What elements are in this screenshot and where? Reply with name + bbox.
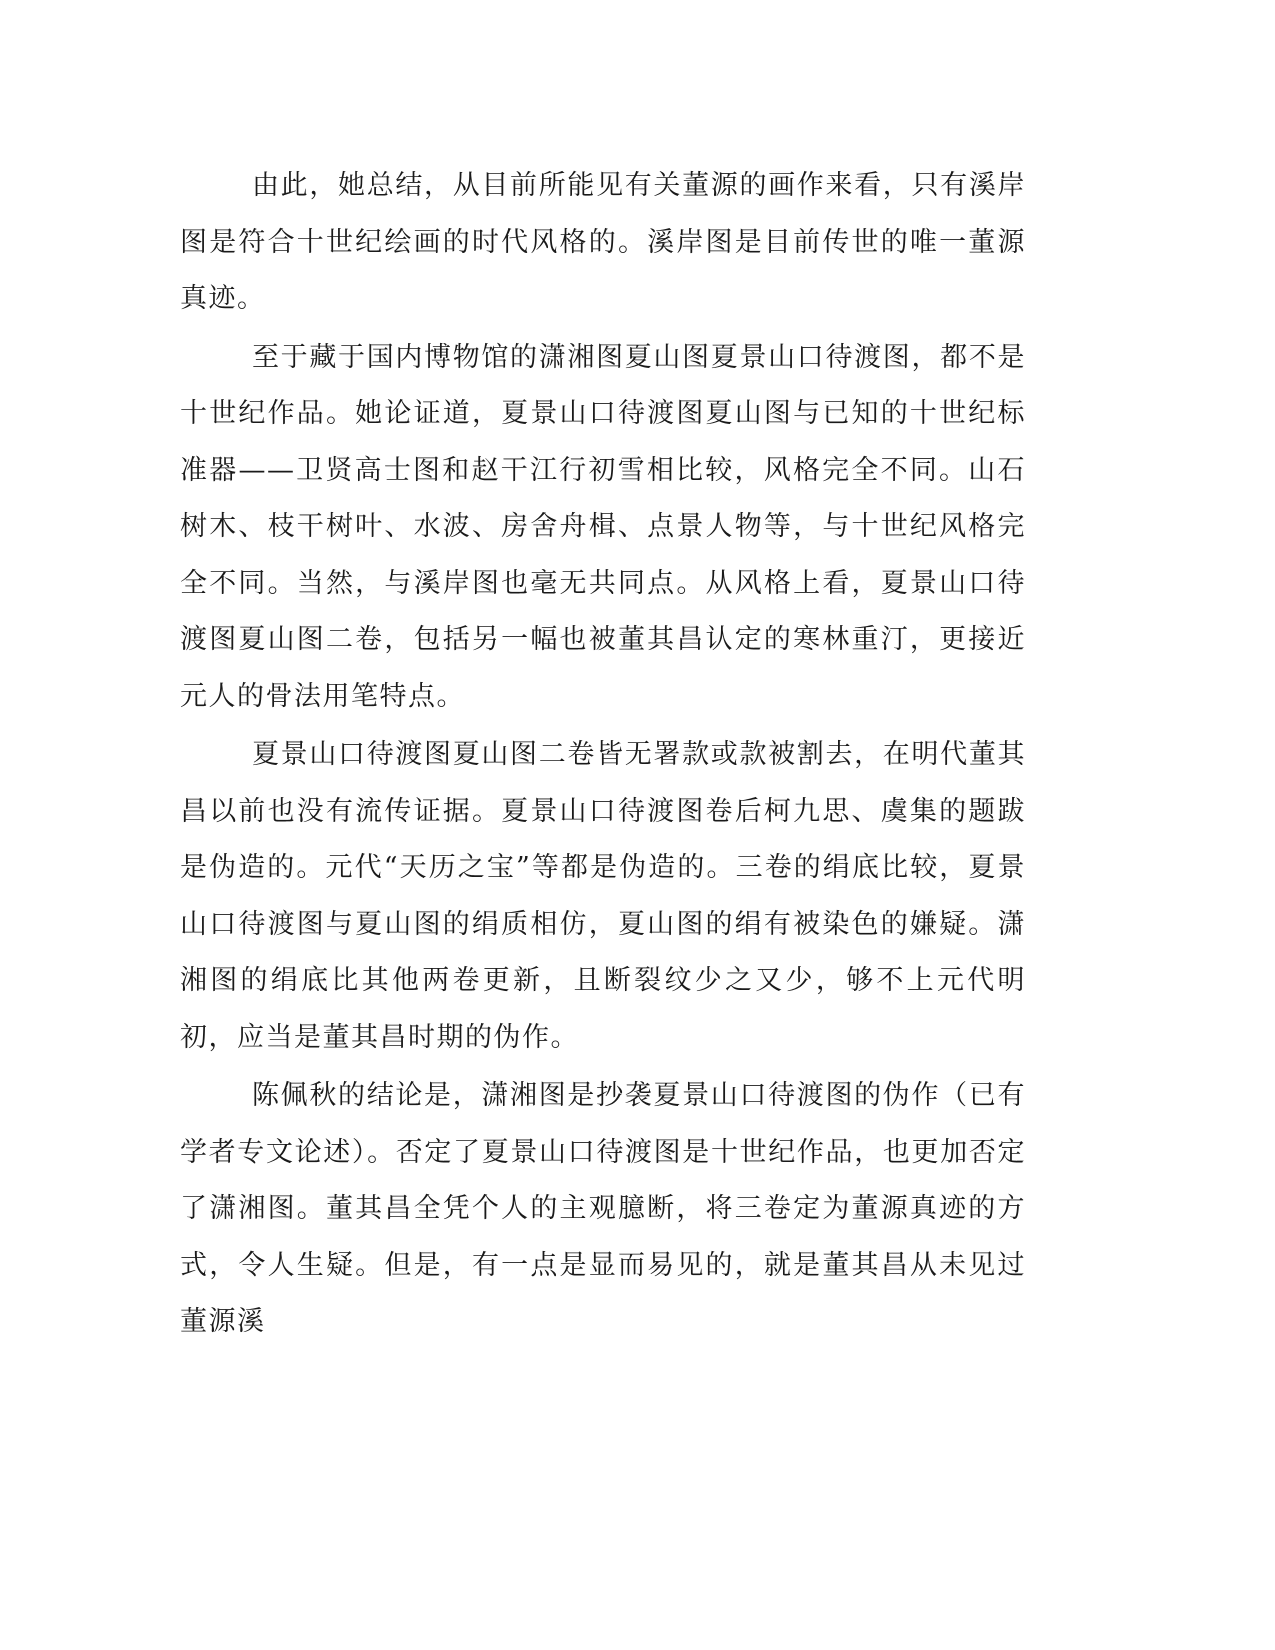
paragraph-1: 由此，她总结，从目前所能见有关董源的画作来看，只有溪岸图是符合十世纪绘画的时代风格的。溪岸图是目前传世的唯一董源真迹。 <box>180 170 1026 314</box>
paragraph-2: 至于藏于国内博物馆的潇湘图夏山图夏景山口待渡图，都不是十世纪作品。她论证道，夏景山口待渡图夏山图与已知的十世纪标准器——卫贤高士图和赵干江行初雪相比较，风格完全不同。山石树木、枝干树叶、水波、房舍舟楫、点景人物等，与十世纪风格完全不同。当然，与溪岸图也毫无共同点。从风格上看，夏景山口待渡图夏山图二卷，包括另一幅也被董其昌认定的寒林重汀，更接近元人的骨法用笔特点。 <box>180 341 1026 712</box>
body-text <box>180 158 1026 1353</box>
paragraph-3: 夏景山口待渡图夏山图二卷皆无署款或款被割去，在明代董其昌以前也没有流传证据。夏景山口待渡图卷后柯九思、虞集的题跋是伪造的。元代“天历之宝”等都是伪造的。三卷的绢底比较，夏景山口待渡图与夏山图的绢质相仿，夏山图的绢有被染色的嫌疑。潇湘图的绢底比其他两卷更新，且断裂纹少之又少，够不上元代明初，应当是董其昌时期的伪作。 <box>180 739 1026 1053</box>
paragraph-4: 陈佩秋的结论是，潇湘图是抄袭夏景山口待渡图的伪作（已有学者专文论述）。否定了夏景山口待渡图是十世纪作品，也更加否定了潇湘图。董其昌全凭个人的主观臆断，将三卷定为董源真迹的方式，令人生疑。但是，有一点是显而易见的，就是董其昌从未见过董源溪 <box>180 1080 1026 1337</box>
